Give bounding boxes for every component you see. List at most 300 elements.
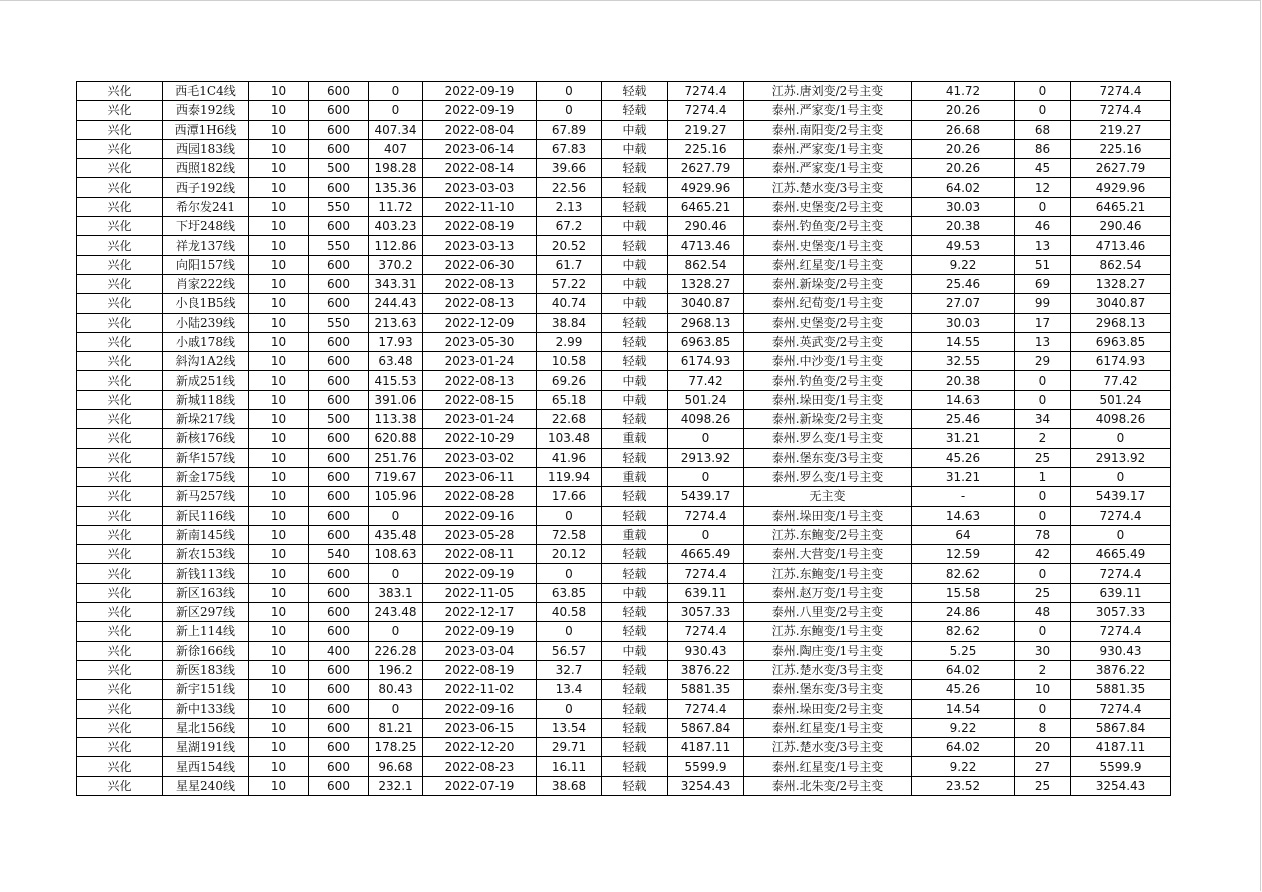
- cell-date: 2022-09-19: [423, 82, 537, 101]
- cell-region: 兴化: [77, 371, 163, 390]
- cell-region: 兴化: [77, 467, 163, 486]
- cell-current: 407.34: [369, 120, 423, 139]
- cell-load-rate: 72.58: [537, 525, 602, 544]
- table-row: [77, 525, 1171, 544]
- cell-capacity: 400: [309, 641, 369, 660]
- cell-line-name: 新城118线: [163, 390, 249, 409]
- cell-load-rate: 67.83: [537, 139, 602, 158]
- cell-transformer-load: 32.55: [912, 352, 1015, 371]
- cell-transformer: 泰州.罗么变/1号主变: [744, 467, 912, 486]
- cell-voltage: 10: [249, 236, 309, 255]
- cell-load-rate: 41.96: [537, 448, 602, 467]
- cell-spare-capacity: 7274.4: [668, 622, 744, 641]
- cell-capacity: 600: [309, 139, 369, 158]
- cell-current: 415.53: [369, 371, 423, 390]
- cell-capacity: 600: [309, 352, 369, 371]
- cell-line-name: 西毛1C4线: [163, 82, 249, 101]
- cell-transformer-load: 30.03: [912, 313, 1015, 332]
- cell-capacity: 600: [309, 583, 369, 602]
- cell-voltage: 10: [249, 390, 309, 409]
- cell-capacity: 600: [309, 101, 369, 120]
- cell-capacity: 550: [309, 313, 369, 332]
- cell-transformer: 泰州.新垛变/2号主变: [744, 274, 912, 293]
- cell-count: 42: [1015, 545, 1071, 564]
- cell-current: 343.31: [369, 274, 423, 293]
- cell-load-rate: 0: [537, 622, 602, 641]
- cell-load-rate: 0: [537, 564, 602, 583]
- cell-date: 2023-06-15: [423, 718, 537, 737]
- cell-region: 兴化: [77, 82, 163, 101]
- cell-voltage: 10: [249, 274, 309, 293]
- cell-region: 兴化: [77, 294, 163, 313]
- table-row: [77, 641, 1171, 660]
- cell-current: 226.28: [369, 641, 423, 660]
- cell-voltage: 10: [249, 371, 309, 390]
- cell-current: 105.96: [369, 487, 423, 506]
- cell-available-capacity: 0: [1071, 525, 1171, 544]
- cell-count: 10: [1015, 680, 1071, 699]
- cell-count: 0: [1015, 82, 1071, 101]
- cell-date: 2022-08-14: [423, 159, 537, 178]
- cell-date: 2023-05-28: [423, 525, 537, 544]
- cell-date: 2022-08-04: [423, 120, 537, 139]
- cell-capacity: 600: [309, 603, 369, 622]
- cell-transformer: 江苏.楚水变/3号主变: [744, 738, 912, 757]
- cell-available-capacity: 77.42: [1071, 371, 1171, 390]
- cell-current: 0: [369, 82, 423, 101]
- cell-count: 8: [1015, 718, 1071, 737]
- cell-voltage: 10: [249, 120, 309, 139]
- table-row: [77, 622, 1171, 641]
- cell-date: 2023-06-11: [423, 467, 537, 486]
- cell-load-status: 中载: [602, 255, 668, 274]
- cell-count: 25: [1015, 776, 1071, 795]
- cell-region: 兴化: [77, 603, 163, 622]
- cell-date: 2022-12-17: [423, 603, 537, 622]
- cell-count: 2: [1015, 429, 1071, 448]
- cell-voltage: 10: [249, 545, 309, 564]
- cell-current: 370.2: [369, 255, 423, 274]
- cell-load-status: 中载: [602, 390, 668, 409]
- table-row: [77, 178, 1171, 197]
- cell-load-status: 轻载: [602, 738, 668, 757]
- cell-current: 213.63: [369, 313, 423, 332]
- cell-spare-capacity: 7274.4: [668, 82, 744, 101]
- cell-voltage: 10: [249, 313, 309, 332]
- table-row: [77, 159, 1171, 178]
- cell-transformer-load: 45.26: [912, 680, 1015, 699]
- cell-line-name: 西潭1H6线: [163, 120, 249, 139]
- cell-transformer: 江苏.唐刘变/2号主变: [744, 82, 912, 101]
- cell-load-rate: 0: [537, 82, 602, 101]
- cell-spare-capacity: 3254.43: [668, 776, 744, 795]
- cell-transformer-load: 41.72: [912, 82, 1015, 101]
- cell-line-name: 新钱113线: [163, 564, 249, 583]
- cell-voltage: 10: [249, 641, 309, 660]
- cell-date: 2022-08-19: [423, 217, 537, 236]
- cell-load-status: 轻载: [602, 699, 668, 718]
- cell-spare-capacity: 7274.4: [668, 101, 744, 120]
- cell-count: 45: [1015, 159, 1071, 178]
- cell-date: 2022-08-28: [423, 487, 537, 506]
- cell-capacity: 600: [309, 178, 369, 197]
- cell-spare-capacity: 5881.35: [668, 680, 744, 699]
- cell-current: 620.88: [369, 429, 423, 448]
- table-row: [77, 429, 1171, 448]
- cell-load-status: 轻载: [602, 603, 668, 622]
- cell-transformer-load: 15.58: [912, 583, 1015, 602]
- cell-load-status: 轻载: [602, 448, 668, 467]
- cell-line-name: 新医183线: [163, 660, 249, 679]
- table-row: [77, 738, 1171, 757]
- cell-transformer-load: 26.68: [912, 120, 1015, 139]
- cell-voltage: 10: [249, 622, 309, 641]
- cell-transformer: 江苏.东鲍变/1号主变: [744, 622, 912, 641]
- cell-load-rate: 61.7: [537, 255, 602, 274]
- cell-load-status: 轻载: [602, 718, 668, 737]
- cell-load-rate: 16.11: [537, 757, 602, 776]
- cell-capacity: 600: [309, 525, 369, 544]
- cell-current: 63.48: [369, 352, 423, 371]
- cell-count: 0: [1015, 564, 1071, 583]
- cell-line-name: 小良1B5线: [163, 294, 249, 313]
- cell-count: 51: [1015, 255, 1071, 274]
- cell-load-status: 中载: [602, 120, 668, 139]
- cell-transformer: 泰州.新垛变/2号主变: [744, 410, 912, 429]
- cell-current: 196.2: [369, 660, 423, 679]
- cell-spare-capacity: 4098.26: [668, 410, 744, 429]
- cell-region: 兴化: [77, 718, 163, 737]
- cell-date: 2022-08-19: [423, 660, 537, 679]
- cell-capacity: 600: [309, 738, 369, 757]
- table-row: [77, 506, 1171, 525]
- table-row: [77, 236, 1171, 255]
- cell-available-capacity: 3057.33: [1071, 603, 1171, 622]
- cell-date: 2022-11-10: [423, 197, 537, 216]
- cell-current: 0: [369, 622, 423, 641]
- cell-transformer-load: 9.22: [912, 757, 1015, 776]
- cell-count: 0: [1015, 487, 1071, 506]
- table-row: [77, 564, 1171, 583]
- cell-region: 兴化: [77, 410, 163, 429]
- cell-available-capacity: 4187.11: [1071, 738, 1171, 757]
- cell-voltage: 10: [249, 776, 309, 795]
- cell-available-capacity: 7274.4: [1071, 101, 1171, 120]
- cell-available-capacity: 862.54: [1071, 255, 1171, 274]
- cell-date: 2022-06-30: [423, 255, 537, 274]
- cell-transformer: 泰州.红星变/1号主变: [744, 255, 912, 274]
- cell-capacity: 600: [309, 120, 369, 139]
- cell-load-rate: 10.58: [537, 352, 602, 371]
- cell-load-rate: 13.4: [537, 680, 602, 699]
- cell-line-name: 西照182线: [163, 159, 249, 178]
- cell-spare-capacity: 4665.49: [668, 545, 744, 564]
- cell-transformer: 泰州.堡东变/3号主变: [744, 448, 912, 467]
- cell-count: 25: [1015, 583, 1071, 602]
- cell-transformer-load: 82.62: [912, 622, 1015, 641]
- cell-region: 兴化: [77, 448, 163, 467]
- table-row: [77, 583, 1171, 602]
- cell-region: 兴化: [77, 622, 163, 641]
- cell-date: 2022-09-19: [423, 622, 537, 641]
- cell-available-capacity: 2913.92: [1071, 448, 1171, 467]
- cell-spare-capacity: 3057.33: [668, 603, 744, 622]
- cell-capacity: 600: [309, 371, 369, 390]
- cell-line-name: 下圩248线: [163, 217, 249, 236]
- cell-transformer-load: 64.02: [912, 178, 1015, 197]
- cell-transformer-load: 45.26: [912, 448, 1015, 467]
- cell-count: 29: [1015, 352, 1071, 371]
- cell-load-rate: 119.94: [537, 467, 602, 486]
- cell-voltage: 10: [249, 429, 309, 448]
- cell-transformer-load: 20.26: [912, 139, 1015, 158]
- cell-current: 135.36: [369, 178, 423, 197]
- cell-line-name: 新徐166线: [163, 641, 249, 660]
- cell-load-status: 中载: [602, 217, 668, 236]
- cell-line-name: 斜沟1A2线: [163, 352, 249, 371]
- cell-transformer-load: 14.63: [912, 506, 1015, 525]
- cell-date: 2023-03-04: [423, 641, 537, 660]
- cell-capacity: 600: [309, 660, 369, 679]
- cell-voltage: 10: [249, 159, 309, 178]
- cell-spare-capacity: 0: [668, 467, 744, 486]
- cell-date: 2022-10-29: [423, 429, 537, 448]
- cell-current: 435.48: [369, 525, 423, 544]
- cell-current: 244.43: [369, 294, 423, 313]
- cell-voltage: 10: [249, 583, 309, 602]
- cell-region: 兴化: [77, 545, 163, 564]
- cell-available-capacity: 7274.4: [1071, 82, 1171, 101]
- cell-count: 0: [1015, 699, 1071, 718]
- cell-transformer-load: 9.22: [912, 718, 1015, 737]
- cell-load-rate: 13.54: [537, 718, 602, 737]
- table-row: [77, 332, 1171, 351]
- cell-load-status: 轻载: [602, 680, 668, 699]
- cell-voltage: 10: [249, 564, 309, 583]
- cell-voltage: 10: [249, 332, 309, 351]
- cell-line-name: 新成251线: [163, 371, 249, 390]
- cell-line-name: 西园183线: [163, 139, 249, 158]
- cell-voltage: 10: [249, 699, 309, 718]
- cell-line-name: 小戚178线: [163, 332, 249, 351]
- cell-capacity: 600: [309, 217, 369, 236]
- cell-voltage: 10: [249, 101, 309, 120]
- cell-available-capacity: 501.24: [1071, 390, 1171, 409]
- cell-transformer: 泰州.陶庄变/1号主变: [744, 641, 912, 660]
- cell-available-capacity: 2968.13: [1071, 313, 1171, 332]
- cell-current: 243.48: [369, 603, 423, 622]
- cell-voltage: 10: [249, 197, 309, 216]
- cell-transformer-load: 31.21: [912, 467, 1015, 486]
- cell-region: 兴化: [77, 680, 163, 699]
- cell-load-rate: 22.68: [537, 410, 602, 429]
- cell-transformer-load: 20.38: [912, 371, 1015, 390]
- cell-spare-capacity: 6963.85: [668, 332, 744, 351]
- cell-spare-capacity: 639.11: [668, 583, 744, 602]
- cell-capacity: 550: [309, 197, 369, 216]
- cell-transformer: 泰州.史堡变/1号主变: [744, 236, 912, 255]
- cell-spare-capacity: 930.43: [668, 641, 744, 660]
- cell-line-name: 向阳157线: [163, 255, 249, 274]
- cell-transformer-load: 14.54: [912, 699, 1015, 718]
- cell-capacity: 600: [309, 274, 369, 293]
- cell-transformer-load: 31.21: [912, 429, 1015, 448]
- table-row: [77, 197, 1171, 216]
- cell-available-capacity: 639.11: [1071, 583, 1171, 602]
- cell-transformer: 泰州.纪荀变/1号主变: [744, 294, 912, 313]
- cell-capacity: 600: [309, 680, 369, 699]
- cell-capacity: 600: [309, 255, 369, 274]
- cell-load-status: 重载: [602, 525, 668, 544]
- cell-available-capacity: 1328.27: [1071, 274, 1171, 293]
- cell-region: 兴化: [77, 120, 163, 139]
- cell-date: 2022-09-16: [423, 506, 537, 525]
- cell-region: 兴化: [77, 429, 163, 448]
- cell-spare-capacity: 3876.22: [668, 660, 744, 679]
- cell-count: 86: [1015, 139, 1071, 158]
- table-row: [77, 352, 1171, 371]
- cell-date: 2022-09-19: [423, 564, 537, 583]
- cell-line-name: 新核176线: [163, 429, 249, 448]
- table-row: [77, 603, 1171, 622]
- cell-line-name: 新民116线: [163, 506, 249, 525]
- cell-line-name: 新南145线: [163, 525, 249, 544]
- cell-load-status: 轻载: [602, 564, 668, 583]
- cell-voltage: 10: [249, 410, 309, 429]
- cell-region: 兴化: [77, 487, 163, 506]
- cell-current: 108.63: [369, 545, 423, 564]
- cell-available-capacity: 6963.85: [1071, 332, 1171, 351]
- cell-transformer-load: 9.22: [912, 255, 1015, 274]
- cell-load-status: 轻载: [602, 622, 668, 641]
- cell-capacity: 600: [309, 487, 369, 506]
- cell-count: 1: [1015, 467, 1071, 486]
- cell-load-rate: 2.13: [537, 197, 602, 216]
- cell-region: 兴化: [77, 525, 163, 544]
- cell-transformer: 泰州.红星变/1号主变: [744, 757, 912, 776]
- cell-available-capacity: 5881.35: [1071, 680, 1171, 699]
- cell-transformer-load: 20.26: [912, 159, 1015, 178]
- cell-spare-capacity: 5599.9: [668, 757, 744, 776]
- cell-count: 34: [1015, 410, 1071, 429]
- cell-capacity: 600: [309, 448, 369, 467]
- cell-voltage: 10: [249, 757, 309, 776]
- cell-spare-capacity: 4713.46: [668, 236, 744, 255]
- cell-current: 96.68: [369, 757, 423, 776]
- cell-spare-capacity: 862.54: [668, 255, 744, 274]
- cell-region: 兴化: [77, 506, 163, 525]
- cell-line-name: 西泰192线: [163, 101, 249, 120]
- cell-capacity: 600: [309, 776, 369, 795]
- table-body: [77, 82, 1171, 796]
- table-row: [77, 467, 1171, 486]
- cell-transformer: 江苏.东鲍变/2号主变: [744, 525, 912, 544]
- cell-voltage: 10: [249, 178, 309, 197]
- table-row: [77, 776, 1171, 795]
- cell-count: 25: [1015, 448, 1071, 467]
- cell-date: 2022-08-15: [423, 390, 537, 409]
- cell-transformer: 泰州.钓鱼变/2号主变: [744, 371, 912, 390]
- cell-spare-capacity: 4929.96: [668, 178, 744, 197]
- cell-transformer: 泰州.英武变/2号主变: [744, 332, 912, 351]
- cell-transformer: 江苏.楚水变/3号主变: [744, 178, 912, 197]
- cell-load-rate: 29.71: [537, 738, 602, 757]
- table-row: [77, 718, 1171, 737]
- cell-available-capacity: 7274.4: [1071, 506, 1171, 525]
- cell-load-status: 轻载: [602, 197, 668, 216]
- table-row: [77, 294, 1171, 313]
- cell-transformer-load: 12.59: [912, 545, 1015, 564]
- cell-load-rate: 32.7: [537, 660, 602, 679]
- cell-load-rate: 20.12: [537, 545, 602, 564]
- cell-load-rate: 67.2: [537, 217, 602, 236]
- cell-line-name: 新宇151线: [163, 680, 249, 699]
- cell-line-name: 星湖191线: [163, 738, 249, 757]
- cell-count: 0: [1015, 101, 1071, 120]
- cell-voltage: 10: [249, 294, 309, 313]
- cell-voltage: 10: [249, 467, 309, 486]
- cell-load-rate: 17.66: [537, 487, 602, 506]
- cell-capacity: 540: [309, 545, 369, 564]
- cell-available-capacity: 225.16: [1071, 139, 1171, 158]
- cell-count: 99: [1015, 294, 1071, 313]
- cell-spare-capacity: 4187.11: [668, 738, 744, 757]
- cell-transformer: 无主变: [744, 487, 912, 506]
- cell-current: 232.1: [369, 776, 423, 795]
- cell-current: 383.1: [369, 583, 423, 602]
- cell-load-rate: 40.58: [537, 603, 602, 622]
- cell-load-rate: 67.89: [537, 120, 602, 139]
- cell-transformer-load: 20.38: [912, 217, 1015, 236]
- cell-capacity: 600: [309, 82, 369, 101]
- cell-load-rate: 40.74: [537, 294, 602, 313]
- cell-line-name: 小陆239线: [163, 313, 249, 332]
- cell-load-rate: 65.18: [537, 390, 602, 409]
- cell-load-status: 轻载: [602, 332, 668, 351]
- cell-date: 2023-03-03: [423, 178, 537, 197]
- cell-region: 兴化: [77, 390, 163, 409]
- cell-spare-capacity: 5439.17: [668, 487, 744, 506]
- cell-transformer-load: 64: [912, 525, 1015, 544]
- cell-available-capacity: 3876.22: [1071, 660, 1171, 679]
- table-row: [77, 545, 1171, 564]
- table-row: [77, 410, 1171, 429]
- cell-transformer: 江苏.东鲍变/1号主变: [744, 564, 912, 583]
- cell-capacity: 500: [309, 159, 369, 178]
- cell-count: 48: [1015, 603, 1071, 622]
- cell-date: 2022-07-19: [423, 776, 537, 795]
- table-row: [77, 757, 1171, 776]
- cell-available-capacity: 4098.26: [1071, 410, 1171, 429]
- cell-count: 0: [1015, 506, 1071, 525]
- cell-date: 2023-03-02: [423, 448, 537, 467]
- cell-line-name: 新上114线: [163, 622, 249, 641]
- cell-transformer: 江苏.楚水变/3号主变: [744, 660, 912, 679]
- cell-available-capacity: 7274.4: [1071, 622, 1171, 641]
- cell-transformer: 泰州.北朱变/2号主变: [744, 776, 912, 795]
- cell-count: 20: [1015, 738, 1071, 757]
- table-row: [77, 217, 1171, 236]
- cell-voltage: 10: [249, 255, 309, 274]
- cell-available-capacity: 930.43: [1071, 641, 1171, 660]
- cell-line-name: 新金175线: [163, 467, 249, 486]
- cell-line-name: 星西154线: [163, 757, 249, 776]
- cell-load-status: 轻载: [602, 352, 668, 371]
- cell-transformer: 泰州.赵万变/1号主变: [744, 583, 912, 602]
- cell-load-status: 中载: [602, 274, 668, 293]
- cell-load-rate: 103.48: [537, 429, 602, 448]
- cell-transformer-load: 24.86: [912, 603, 1015, 622]
